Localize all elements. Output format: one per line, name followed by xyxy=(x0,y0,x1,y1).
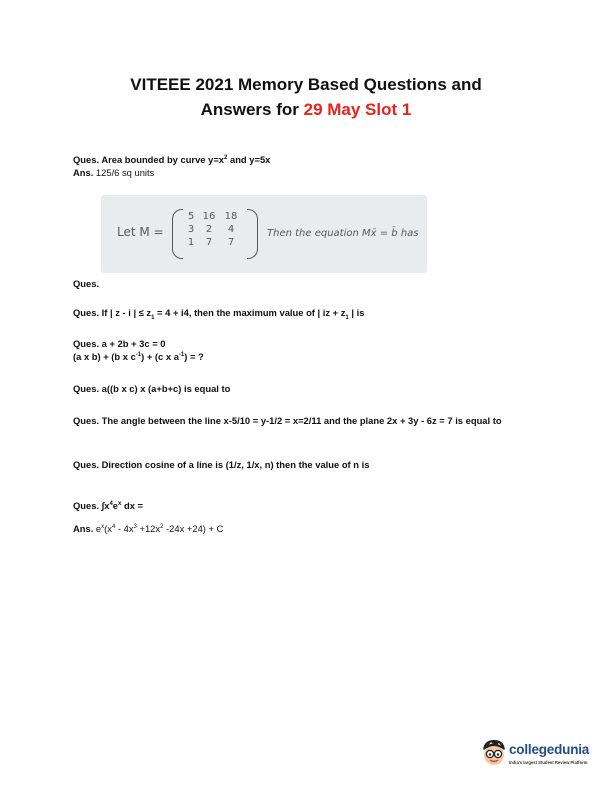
answer-1 xyxy=(73,166,154,179)
matrix-cell: 5 xyxy=(187,211,195,222)
ans-label: Ans. xyxy=(73,167,94,178)
title-prefix: Answers for xyxy=(200,100,304,119)
title-line-1: VITEEE 2021 Memory Based Questions and xyxy=(130,75,482,94)
q8-a: Ques. ∫x xyxy=(73,500,110,511)
q3-sub1: 1 xyxy=(151,314,155,321)
q8-sup2: x xyxy=(118,500,122,507)
matrix-cell: 18 xyxy=(224,211,238,222)
q-label: Ques. xyxy=(73,154,100,165)
matrix-cell: 16 xyxy=(202,211,216,222)
q4-b: ) + (c x a xyxy=(141,351,179,362)
q4-c: ) = ? xyxy=(184,351,204,362)
question-2: Ques. xyxy=(73,278,100,289)
matrix-cell: 7 xyxy=(227,237,235,248)
a8-e: -24x +24) + C xyxy=(163,523,224,534)
a1-text: 125/6 sq units xyxy=(93,167,155,178)
answer-8 xyxy=(73,522,223,535)
a8-c: - 4x xyxy=(115,523,134,534)
page-title xyxy=(0,72,612,122)
q8-c: dx = xyxy=(121,500,143,511)
matrix-image xyxy=(101,195,427,273)
question-5: Ques. a((b x c) x (a+b+c) is equal to xyxy=(73,383,231,394)
q4-line-1: Ques. a + 2b + 3c = 0 xyxy=(73,338,166,349)
q8-sup1: 4 xyxy=(109,500,113,507)
matrix-let-text: Let M = xyxy=(117,225,164,239)
question-7: Ques. Direction cosine of a line is (1/z, 1/x, n) then the value of n is xyxy=(73,459,370,470)
collegedunia-logo xyxy=(480,738,600,778)
question-3 xyxy=(73,306,543,319)
left-paren xyxy=(172,209,183,259)
q1-text-a: Area bounded by curve y=x xyxy=(99,154,225,165)
a8-sup2: 4 xyxy=(111,523,116,530)
q4-sup1: -1 xyxy=(135,351,142,358)
q4-a: (a x b) + (b x c xyxy=(73,351,136,362)
q8-b: e xyxy=(112,500,119,511)
a8-sup4: 2 xyxy=(160,523,164,530)
matrix-cell: 7 xyxy=(205,237,213,248)
right-paren xyxy=(247,209,258,259)
mascot-icon xyxy=(480,738,508,768)
matrix-grid xyxy=(183,211,243,248)
matrix-then-text: Then the equation Mx̄ = b̄ has xyxy=(267,228,419,239)
q4-line-2 xyxy=(73,350,543,363)
logo-tagline: India's largest Student Review Platform xyxy=(509,760,588,765)
q3-c: | is xyxy=(348,307,365,318)
a8-sup3: 3 xyxy=(133,523,137,530)
matrix-cell: 3 xyxy=(187,224,195,235)
q3-b: = 4 + i4, then the maximum value of | iz + z xyxy=(154,307,346,318)
question-1 xyxy=(73,153,543,166)
q1-sup: 2 xyxy=(224,154,228,161)
question-6: Ques. The angle between the line x-5/10 = y-1/2 = x=2/11 and the plane 2x + 3y - 6z = 7 is equal to xyxy=(73,415,502,426)
a8-d: +12x xyxy=(136,523,161,534)
question-8 xyxy=(73,499,543,512)
a8-sup1: x xyxy=(101,523,105,530)
q3-a: Ques. If | z - i | ≤ z xyxy=(73,307,152,318)
matrix-cell: 1 xyxy=(187,237,195,248)
matrix-cell: 4 xyxy=(227,224,235,235)
title-line-2 xyxy=(0,97,612,122)
q1-text-b: and y=5x xyxy=(227,154,271,165)
question-4 xyxy=(73,337,543,363)
a8-b: (x xyxy=(104,523,112,534)
matrix-cell: 2 xyxy=(205,224,213,235)
q3-sub2: 1 xyxy=(345,314,349,321)
title-highlight: 29 May Slot 1 xyxy=(303,100,412,119)
ans-label: Ans. xyxy=(73,523,94,534)
a8-a: e xyxy=(93,523,102,534)
logo-brand: collegedunia xyxy=(509,742,590,757)
q4-sup2: -1 xyxy=(178,351,185,358)
